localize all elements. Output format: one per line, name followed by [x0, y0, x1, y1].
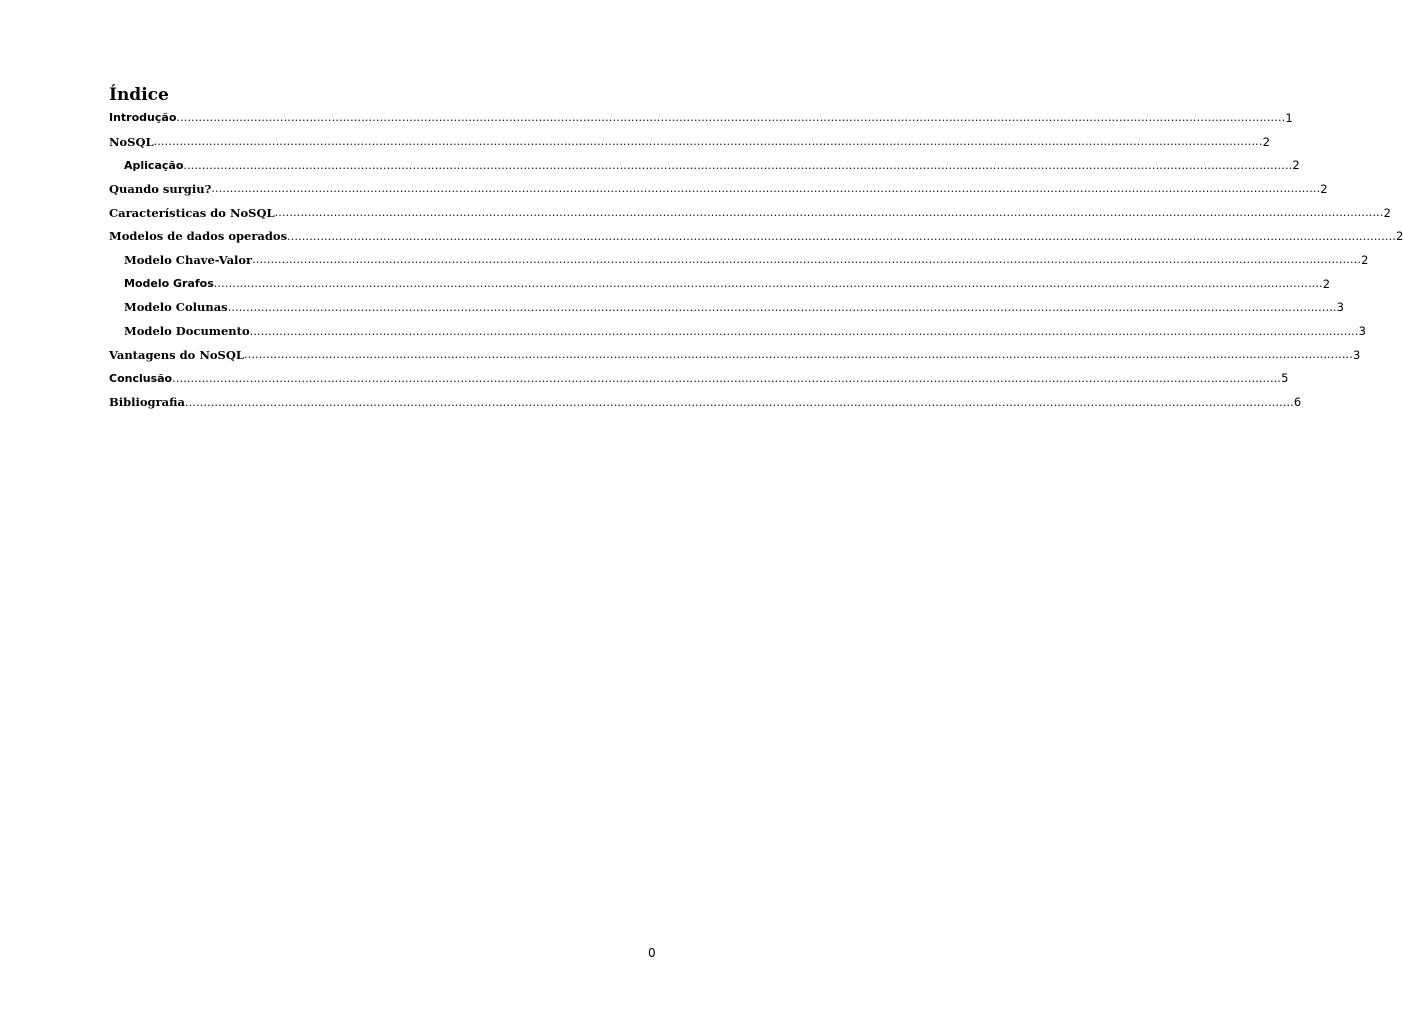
toc-dot-leader: ............................................................................................................................................................................................................................................................................................................: [243, 348, 1353, 362]
toc-entry-label: Modelo Documento: [124, 324, 250, 339]
toc-dot-leader: ............................................................................................................................................................................................................................................................................................................: [153, 135, 1263, 149]
toc-entry-page: 3: [1352, 347, 1361, 362]
toc-entry-page: 3: [1358, 324, 1366, 339]
toc-entry-label: Vantagens do NoSQL: [109, 347, 244, 362]
toc-dot-leader: ............................................................................................................................................................................................................................................................................................................: [249, 324, 1359, 338]
toc-entry-page: 6: [1293, 395, 1302, 410]
table-of-contents: [109, 106, 1403, 414]
page-number: 0: [648, 946, 656, 960]
toc-entry-page: 5: [1281, 371, 1289, 386]
toc-entry-page: 2: [1383, 205, 1391, 220]
toc-entry[interactable]: [109, 390, 1302, 414]
toc-entry-label: Modelo Colunas: [124, 300, 228, 315]
toc-entry[interactable]: [109, 296, 1344, 320]
toc-entry[interactable]: [109, 367, 1289, 391]
toc-entry-page: 2: [1292, 158, 1300, 173]
toc-entry-label: Conclusão: [109, 371, 173, 385]
toc-entry-page: 2: [1322, 276, 1331, 291]
toc-entry-label: Introdução: [109, 111, 177, 125]
toc-entry-label: Modelos de dados operados: [109, 229, 288, 244]
toc-entry-page: 2: [1396, 229, 1403, 244]
toc-dot-leader: ............................................................................................................................................................................................................................................................................................................: [184, 395, 1294, 409]
toc-dot-leader: ............................................................................................................................................................................................................................................................................................................: [176, 111, 1286, 125]
toc-entry-page: 2: [1320, 181, 1328, 196]
toc-entry-page: 2: [1361, 252, 1369, 267]
toc-dot-leader: ............................................................................................................................................................................................................................................................................................................: [213, 277, 1323, 291]
toc-entry[interactable]: [109, 248, 1369, 272]
toc-entry[interactable]: [109, 343, 1361, 367]
toc-entry[interactable]: [109, 106, 1293, 130]
toc-entry-label: Modelo Chave-Valor: [124, 252, 253, 267]
toc-dot-leader: ............................................................................................................................................................................................................................................................................................................: [172, 371, 1282, 385]
toc-entry[interactable]: [109, 201, 1391, 225]
toc-dot-leader: ............................................................................................................................................................................................................................................................................................................: [183, 158, 1293, 172]
toc-entry-label: Bibliografia: [109, 395, 185, 410]
toc-entry[interactable]: [109, 177, 1328, 201]
toc-entry-label: Características do NoSQL: [109, 205, 275, 220]
toc-dot-leader: ............................................................................................................................................................................................................................................................................................................: [287, 229, 1397, 243]
toc-entry[interactable]: [109, 130, 1270, 154]
toc-entry-page: 2: [1262, 134, 1270, 149]
toc-entry-label: Quando surgiu?: [109, 181, 212, 196]
toc-dot-leader: ............................................................................................................................................................................................................................................................................................................: [252, 253, 1362, 267]
toc-entry[interactable]: [109, 319, 1366, 343]
toc-entry[interactable]: [109, 272, 1331, 296]
toc-entry-page: 3: [1336, 300, 1344, 315]
toc-dot-leader: ............................................................................................................................................................................................................................................................................................................: [227, 300, 1337, 314]
toc-entry[interactable]: [109, 153, 1300, 177]
toc-entry[interactable]: [109, 224, 1403, 248]
toc-entry-label: Aplicação: [124, 158, 184, 172]
toc-entry-label: Modelo Grafos: [124, 277, 214, 291]
toc-title: Índice: [109, 85, 169, 105]
toc-dot-leader: ............................................................................................................................................................................................................................................................................................................: [211, 182, 1321, 196]
toc-entry-label: NoSQL: [109, 134, 154, 149]
toc-dot-leader: ............................................................................................................................................................................................................................................................................................................: [274, 206, 1384, 220]
toc-entry-page: 1: [1285, 110, 1293, 125]
